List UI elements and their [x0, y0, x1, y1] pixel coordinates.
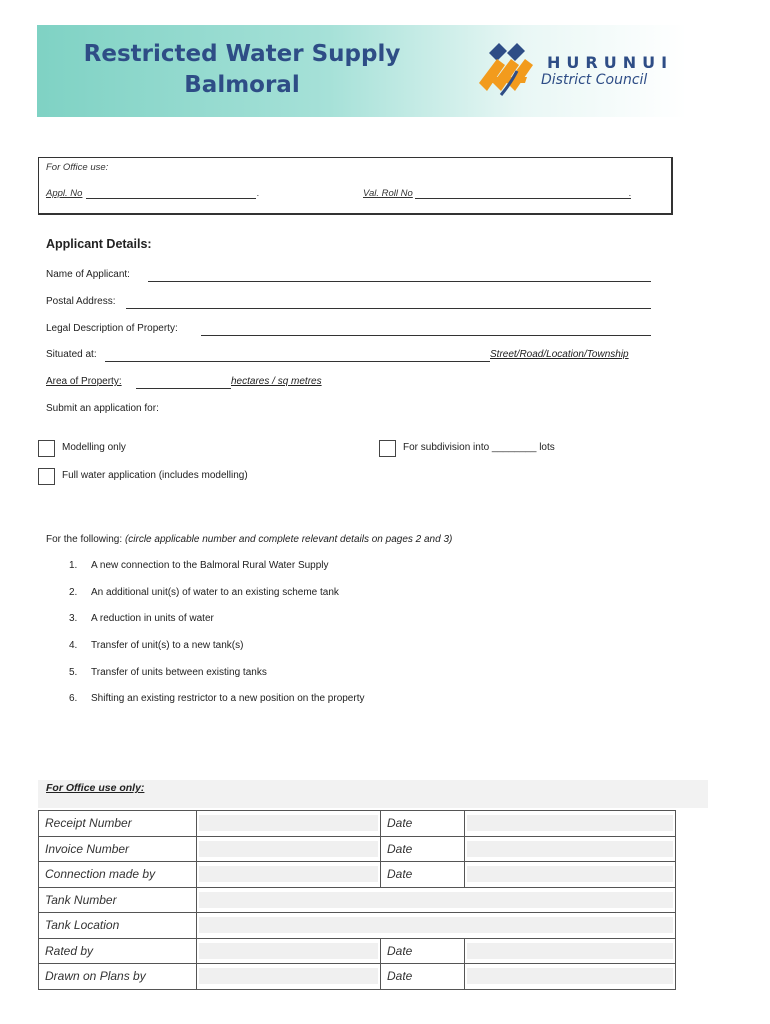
area-units: hectares / sq metres — [231, 376, 322, 387]
subdivision-checkbox[interactable] — [379, 440, 396, 457]
legal-field[interactable] — [201, 335, 651, 336]
table-row — [39, 887, 676, 913]
row-label: Receipt Number — [39, 811, 197, 837]
date-label: Date — [381, 836, 465, 862]
list-item-text: Transfer of unit(s) to a new tank(s) — [91, 640, 244, 651]
list-item-number: 3. — [69, 613, 78, 624]
list-item-text: An additional unit(s) of water to an existing scheme tank — [91, 587, 339, 598]
drawn-date-field[interactable] — [465, 964, 676, 990]
val-roll-label: Val. Roll No — [363, 188, 413, 199]
table-row — [39, 811, 676, 837]
receipt-date-field[interactable] — [465, 811, 676, 837]
date-label: Date — [381, 938, 465, 964]
receipt-number-field[interactable] — [197, 811, 381, 837]
modelling-checkbox[interactable] — [38, 440, 55, 457]
list-item[interactable] — [69, 693, 364, 704]
list-item[interactable] — [69, 613, 214, 624]
list-item-text: A new connection to the Balmoral Rural Water Supply — [91, 560, 329, 571]
appl-no-dot: . — [257, 188, 260, 198]
name-label: Name of Applicant: — [46, 269, 130, 280]
legal-label: Legal Description of Property: — [46, 323, 178, 334]
list-item-text: Transfer of units between existing tanks — [91, 667, 267, 678]
list-item[interactable] — [69, 667, 267, 678]
list-item-text: A reduction in units of water — [91, 613, 214, 624]
logo-name: HURUNUI — [547, 53, 674, 72]
situated-suffix: Street/Road/Location/Township — [490, 349, 629, 360]
appl-no-field[interactable] — [86, 198, 256, 199]
date-label: Date — [381, 862, 465, 888]
area-field[interactable] — [136, 388, 231, 389]
form-subtitle: Balmoral — [184, 72, 300, 98]
list-item-number: 5. — [69, 667, 78, 678]
row-label: Tank Number — [39, 887, 197, 913]
table-row — [39, 913, 676, 939]
invoice-number-field[interactable] — [197, 836, 381, 862]
connection-date-field[interactable] — [465, 862, 676, 888]
drawn-on-plans-by-field[interactable] — [197, 964, 381, 990]
following-intro — [46, 534, 452, 545]
area-label: Area of Property: — [46, 376, 122, 387]
logo-subtitle: District Council — [541, 72, 648, 88]
tank-number-field[interactable] — [197, 887, 676, 913]
date-label: Date — [381, 964, 465, 990]
list-item[interactable] — [69, 560, 329, 571]
table-row — [39, 938, 676, 964]
list-item[interactable] — [69, 587, 339, 598]
row-label: Invoice Number — [39, 836, 197, 862]
rated-date-field[interactable] — [465, 938, 676, 964]
table-row — [39, 836, 676, 862]
office-use-box — [38, 157, 673, 215]
name-field[interactable] — [148, 281, 651, 282]
row-label: Rated by — [39, 938, 197, 964]
full-application-checkbox[interactable] — [38, 468, 55, 485]
office-only-title: For Office use only: — [46, 782, 145, 794]
form-title: Restricted Water Supply — [83, 41, 401, 67]
appl-no-label: Appl. No — [46, 188, 83, 199]
header-banner — [37, 25, 687, 117]
list-item[interactable] — [69, 640, 243, 651]
submit-label: Submit an application for: — [46, 403, 159, 414]
list-item-number: 6. — [69, 693, 78, 704]
situated-label: Situated at: — [46, 349, 97, 360]
list-item-number: 1. — [69, 560, 78, 571]
connection-made-by-field[interactable] — [197, 862, 381, 888]
row-label: Connection made by — [39, 862, 197, 888]
val-roll-field[interactable] — [415, 198, 631, 199]
row-label: Drawn on Plans by — [39, 964, 197, 990]
val-roll-dot: . — [629, 188, 632, 198]
row-label: Tank Location — [39, 913, 197, 939]
table-row — [39, 862, 676, 888]
postal-label: Postal Address: — [46, 296, 116, 307]
date-label: Date — [381, 811, 465, 837]
modelling-label: Modelling only — [62, 442, 126, 453]
office-use-label: For Office use: — [46, 162, 109, 173]
table-row — [39, 964, 676, 990]
office-use-table — [38, 810, 676, 990]
applicant-heading: Applicant Details: — [46, 237, 152, 251]
rated-by-field[interactable] — [197, 938, 381, 964]
situated-field[interactable] — [105, 361, 490, 362]
list-item-text: Shifting an existing restrictor to a new position on the property — [91, 693, 365, 704]
postal-field[interactable] — [126, 308, 651, 309]
following-intro-text: For the following: — [46, 534, 123, 545]
subdivision-label: For subdivision into ________ lots — [403, 442, 555, 453]
list-item-number: 4. — [69, 640, 78, 651]
full-application-label: Full water application (includes modelling) — [62, 470, 248, 481]
list-item-number: 2. — [69, 587, 78, 598]
invoice-date-field[interactable] — [465, 836, 676, 862]
tank-location-field[interactable] — [197, 913, 676, 939]
following-intro-note: (circle applicable number and complete relevant details on pages 2 and 3) — [124, 534, 453, 545]
